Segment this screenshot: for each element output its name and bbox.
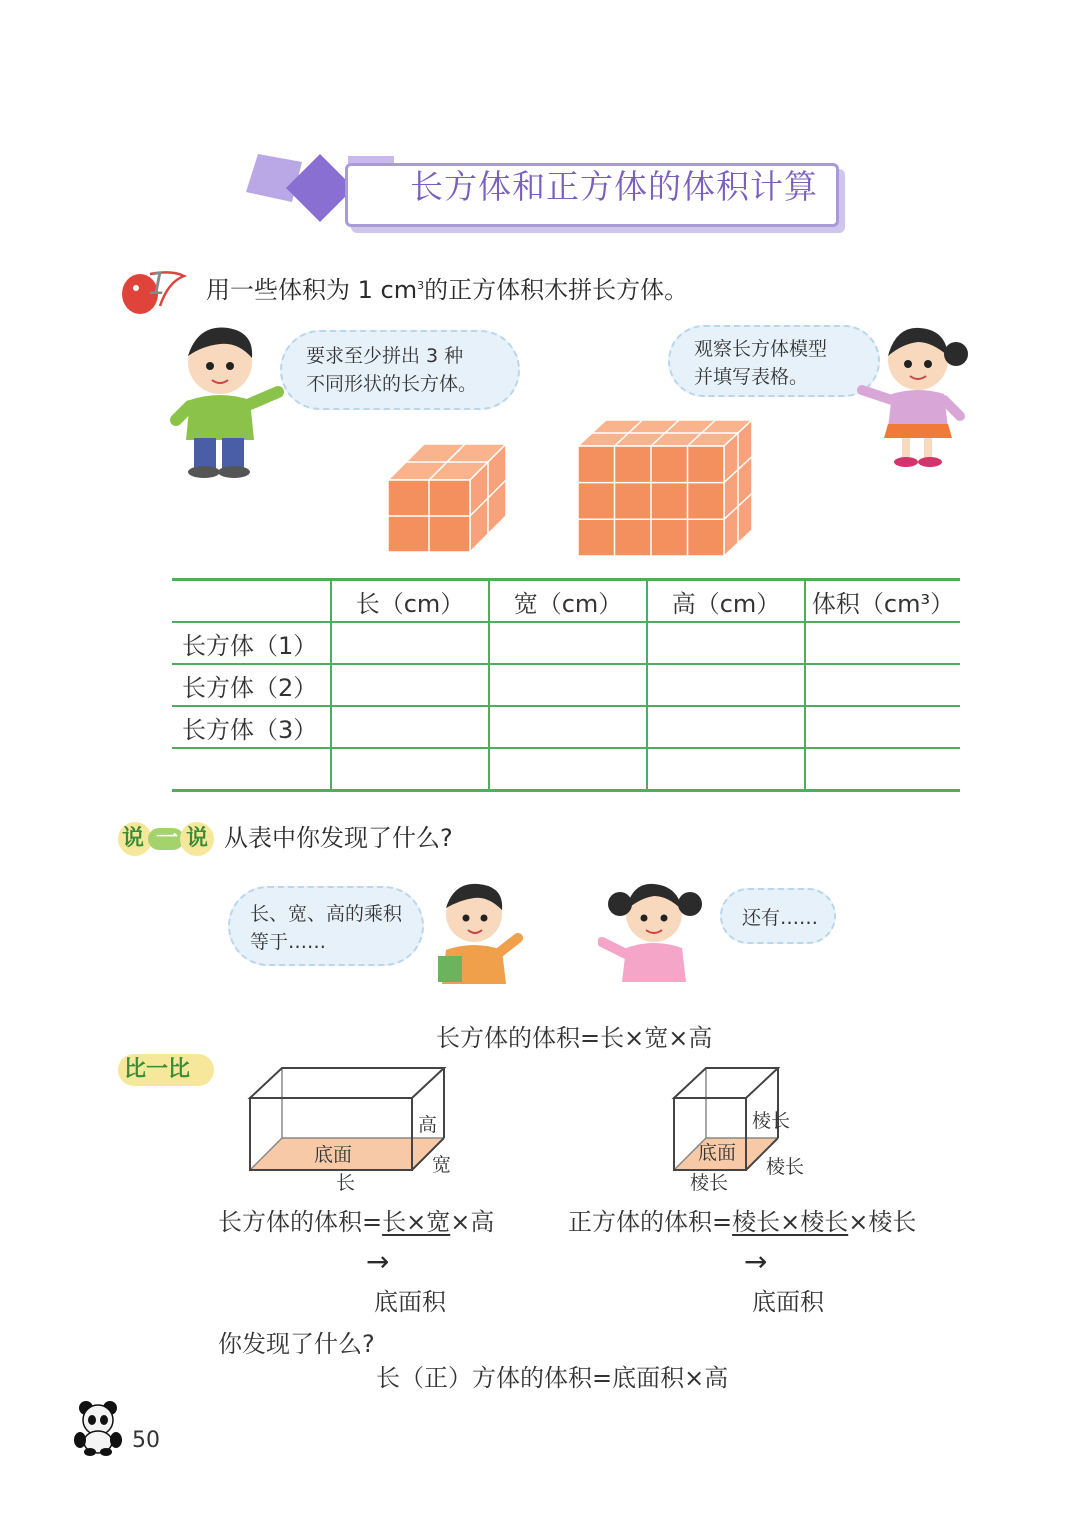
boy2-speech-line2: 等于……: [250, 931, 327, 953]
cuboid-volume-formula: [218, 1210, 494, 1234]
cube-formula-underlined: 棱长×棱长: [732, 1208, 849, 1236]
girl2-speech-bubble: [720, 888, 836, 944]
row-label: 长方体（1）: [172, 622, 331, 664]
table-header-row: [172, 580, 960, 623]
table-cell[interactable]: [805, 706, 960, 748]
table-header-blank: [172, 580, 331, 623]
cube-volume-formula: [568, 1210, 916, 1234]
compare-conclusion: 长（正）方体的体积=底面积×高: [376, 1364, 729, 1392]
compare-badge: [118, 1054, 214, 1086]
table-header-width: 宽（cm）: [489, 580, 647, 623]
cube-label-base: 底面: [698, 1142, 737, 1164]
boy2-speech-line1: 长、宽、高的乘积: [250, 903, 403, 925]
girl-speech-line1: 观察长方体模型: [694, 338, 828, 360]
cube-label-edge-top: 棱长: [752, 1110, 791, 1132]
small-cuboid-model: [384, 440, 510, 556]
example-text-sup: 3: [417, 279, 425, 292]
girl2-speech-text: 还有……: [742, 907, 819, 929]
girl2-illustration: [598, 876, 710, 988]
table-header-volume: 体积（cm³）: [805, 580, 960, 623]
cube-arrow: →: [744, 1245, 768, 1278]
table-row: [172, 748, 960, 791]
cuboid-formula-post: ×高: [450, 1208, 495, 1236]
say-badge-mid: 一: [156, 826, 179, 851]
table-cell[interactable]: [805, 664, 960, 706]
boy-speech-bubble: [280, 330, 520, 410]
row-label: 长方体（2）: [172, 664, 331, 706]
table-cell[interactable]: [647, 706, 805, 748]
cube-label-edge-side: 棱长: [766, 1156, 805, 1178]
example-number: 1: [148, 267, 168, 302]
cube-base-area: 底面积: [752, 1288, 824, 1316]
compare-badge-text: 比一比: [124, 1057, 191, 1082]
table-header-length: 长（cm）: [331, 580, 489, 623]
cuboid-label-length: 长: [336, 1172, 356, 1194]
volume-formula: 长方体的体积=长×宽×高: [436, 1024, 713, 1052]
panda-icon: [72, 1400, 124, 1456]
boy2-illustration: [432, 878, 524, 986]
table-cell[interactable]: [331, 748, 489, 791]
table-row: [172, 622, 960, 664]
table-cell[interactable]: [489, 706, 647, 748]
row-label: [172, 748, 331, 791]
table-cell[interactable]: [647, 622, 805, 664]
boy-speech-line2: 不同形状的长方体。: [306, 373, 478, 395]
boy-speech-line1: 要求至少拼出 3 种: [306, 345, 464, 367]
page-number: 50: [132, 1428, 160, 1453]
table-cell[interactable]: [489, 622, 647, 664]
example-text: [206, 278, 688, 302]
say-badge-right: 说: [186, 826, 209, 851]
cuboid-formula-pre: 长方体的体积=: [218, 1208, 383, 1236]
cube-label-edge-bottom: 棱长: [690, 1172, 729, 1194]
table-cell[interactable]: [805, 622, 960, 664]
girl-illustration: [856, 320, 968, 470]
table-cell[interactable]: [331, 706, 489, 748]
example-text-post: 的正方体积木拼长方体。: [424, 276, 689, 304]
table-cell[interactable]: [331, 664, 489, 706]
table-header-height: 高（cm）: [647, 580, 805, 623]
girl-speech-line2: 并填写表格。: [694, 366, 809, 388]
table-cell[interactable]: [489, 664, 647, 706]
compare-question: 你发现了什么?: [218, 1330, 375, 1358]
example-text-pre: 用一些体积为 1 cm: [206, 276, 418, 304]
say-badge-left: 说: [122, 826, 145, 851]
cuboid-data-table: [172, 578, 960, 792]
table-cell[interactable]: [647, 664, 805, 706]
table-row: [172, 664, 960, 706]
boy-illustration: [168, 320, 288, 480]
table-cell[interactable]: [331, 622, 489, 664]
cuboid-label-height: 高: [418, 1114, 438, 1136]
table-cell[interactable]: [805, 748, 960, 791]
cuboid-label-base: 底面: [314, 1144, 353, 1166]
girl-speech-bubble: [668, 325, 880, 397]
table-cell[interactable]: [647, 748, 805, 791]
say-badge: [118, 822, 214, 856]
boy2-speech-bubble: [228, 886, 424, 966]
large-cuboid-model: [574, 418, 756, 558]
say-question: 从表中你发现了什么?: [224, 824, 453, 852]
cube-formula-post: ×棱长: [848, 1208, 917, 1236]
page-title: 长方体和正方体的体积计算: [410, 167, 818, 206]
table-row: [172, 706, 960, 748]
table-cell[interactable]: [489, 748, 647, 791]
cuboid-formula-underlined: 长×宽: [382, 1208, 451, 1236]
row-label: 长方体（3）: [172, 706, 331, 748]
cuboid-arrow: →: [366, 1245, 390, 1278]
cuboid-label-width: 宽: [432, 1154, 452, 1176]
cube-formula-pre: 正方体的体积=: [568, 1208, 733, 1236]
cuboid-base-area: 底面积: [374, 1288, 446, 1316]
